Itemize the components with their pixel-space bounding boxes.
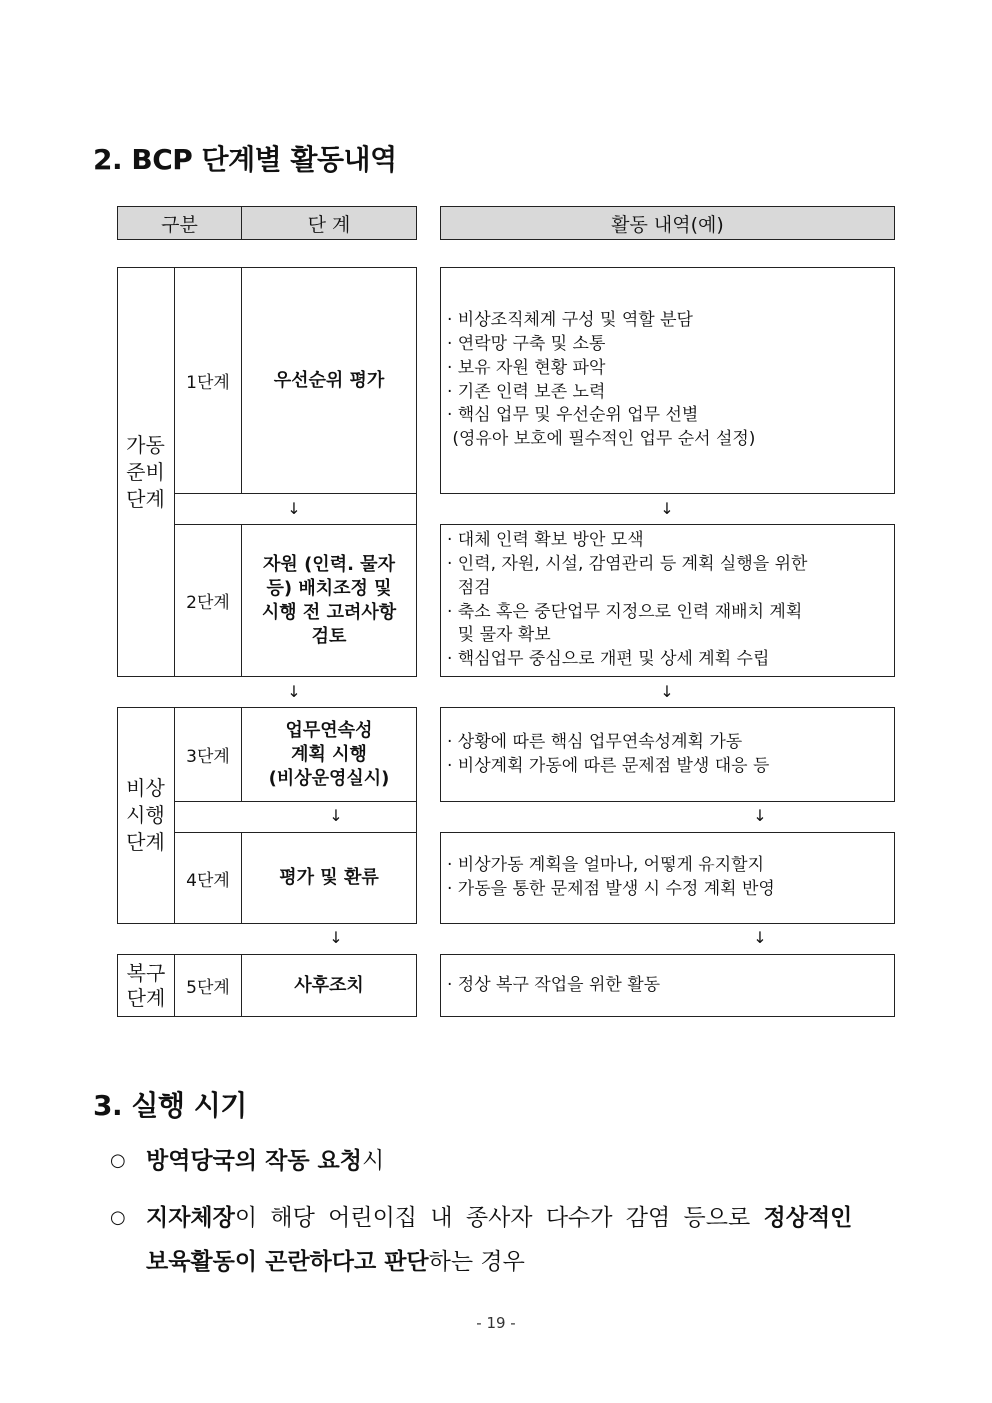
stage-5-name bbox=[241, 954, 417, 1017]
activity-item: · 상황에 따른 핵심 업무연속성계획 가동 bbox=[447, 731, 743, 752]
condition-2-bold: 지자체장 bbox=[146, 1204, 235, 1231]
stage-3-name-line: (비상운영실시) bbox=[268, 767, 390, 789]
stage-2-label: 2단계 bbox=[174, 524, 242, 677]
condition-2-bold: 보육활동이 곤란하다고 판단 bbox=[146, 1248, 429, 1275]
arrow-down-icon: ↓ bbox=[287, 499, 301, 518]
group-emergency-line: 시행 bbox=[126, 803, 165, 827]
condition-2-bold: 정상적인 bbox=[763, 1204, 853, 1231]
stage-2-name-line: 검토 bbox=[311, 625, 347, 647]
header-group: 구분 bbox=[117, 206, 242, 240]
stage-5-activities bbox=[440, 954, 895, 1017]
group-emergency-line: 단계 bbox=[126, 830, 165, 854]
stage-2-name bbox=[241, 524, 417, 677]
stage-4-activities bbox=[440, 832, 895, 924]
stage-3-name-line: 업무연속성 bbox=[285, 719, 373, 741]
activity-item: · 인력, 자원, 시설, 감염관리 등 계획 실행을 위한 bbox=[447, 554, 808, 575]
activity-item: · 핵심업무 중심으로 개편 및 상세 계획 수립 bbox=[447, 648, 770, 669]
stage-3-activities bbox=[440, 707, 895, 802]
stage-1-name bbox=[241, 267, 417, 494]
group-prep-line: 가동 bbox=[126, 432, 165, 457]
activity-item: · 핵심 업무 및 우선순위 업무 선별 bbox=[447, 405, 699, 426]
stage-4-label: 4단계 bbox=[174, 832, 242, 924]
activity-item: · 비상조직체계 구성 및 역할 분담 bbox=[447, 310, 693, 331]
stage-4-name-line: 평가 및 환류 bbox=[279, 867, 379, 888]
stage-2-name-line: 시행 전 고려사항 bbox=[261, 601, 397, 623]
stage-2-name-line: 등) 배치조정 및 bbox=[266, 577, 392, 599]
activity-item: · 대체 인력 확보 방안 모색 bbox=[447, 530, 644, 551]
group-emergency-line: 비상 bbox=[126, 776, 165, 800]
stage-2-name-line: 자원 (인력. 물자 bbox=[263, 553, 395, 575]
execution-condition-2 bbox=[110, 1196, 910, 1286]
group-recovery-line: 복구 bbox=[126, 960, 166, 985]
section-2-title: 2. BCP 단계별 활동내역 bbox=[93, 143, 397, 176]
arrow-down-icon: ↓ bbox=[660, 499, 674, 518]
activity-item: · 보유 자원 현황 파악 bbox=[447, 357, 606, 378]
stage-3-name-line: 계획 시행 bbox=[291, 743, 367, 765]
circle-bullet-icon: ○ bbox=[110, 1207, 126, 1228]
arrow-down-icon: ↓ bbox=[753, 928, 767, 947]
stage-3-name bbox=[241, 707, 417, 802]
stage-1-label: 1단계 bbox=[174, 267, 242, 494]
condition-2-text: 하는 경우 bbox=[428, 1249, 525, 1275]
group-prep-line: 준비 bbox=[126, 459, 165, 484]
activity-item: (영유아 보호에 필수적인 업무 순서 설정) bbox=[447, 428, 756, 449]
stage-3-label: 3단계 bbox=[174, 707, 242, 802]
activity-item: 및 물자 확보 bbox=[447, 625, 551, 646]
section-3-title: 3. 실행 시기 bbox=[93, 1089, 247, 1122]
group-emergency-label bbox=[117, 707, 175, 924]
condition-1-bold: 방역당국의 작동 요청 bbox=[146, 1147, 362, 1174]
activity-item: · 기존 인력 보존 노력 bbox=[447, 381, 606, 402]
stage-2-activities bbox=[440, 524, 895, 677]
header-activity: 활동 내역(예) bbox=[440, 206, 895, 240]
activity-item: · 연락망 구축 및 소통 bbox=[447, 334, 606, 355]
execution-condition-1 bbox=[110, 1139, 910, 1183]
header-step: 단 계 bbox=[241, 206, 417, 240]
activity-item: · 비상가동 계획을 얼마나, 어떻게 유지할지 bbox=[447, 855, 765, 876]
activity-item: · 가동을 통한 문제점 발생 시 수정 계획 반영 bbox=[447, 879, 775, 899]
group-prep-label bbox=[117, 267, 175, 677]
page-number: - 19 - bbox=[476, 1314, 516, 1332]
stage-4-name bbox=[241, 832, 417, 924]
activity-item: · 비상계획 가동에 따른 문제점 발생 대응 등 bbox=[447, 755, 770, 776]
group-recovery-line: 단계 bbox=[126, 985, 166, 1010]
activity-item: · 축소 혹은 중단업무 지정으로 인력 재배치 계획 bbox=[447, 601, 803, 622]
condition-2-text: 이 해당 어린이집 내 종사자 다수가 감염 등으로 bbox=[234, 1205, 764, 1231]
stage-1-name-line: 우선순위 평가 bbox=[273, 369, 385, 391]
stage-5-label: 5단계 bbox=[174, 954, 242, 1017]
arrow-down-icon: ↓ bbox=[329, 806, 343, 825]
arrow-down-icon: ↓ bbox=[753, 806, 767, 825]
group-recovery-label bbox=[117, 954, 175, 1017]
arrow-down-icon: ↓ bbox=[660, 682, 674, 701]
activity-item: · 정상 복구 작업을 위한 활동 bbox=[447, 974, 661, 995]
stage-5-name-line: 사후조치 bbox=[294, 974, 364, 996]
group-prep-line: 단계 bbox=[126, 486, 165, 511]
stage-1-activities bbox=[440, 267, 895, 494]
arrow-down-icon: ↓ bbox=[287, 682, 301, 701]
condition-1-text: 시 bbox=[361, 1148, 385, 1174]
arrow-down-icon: ↓ bbox=[329, 928, 343, 947]
activity-item: 점검 bbox=[447, 577, 491, 598]
circle-bullet-icon: ○ bbox=[110, 1150, 126, 1171]
